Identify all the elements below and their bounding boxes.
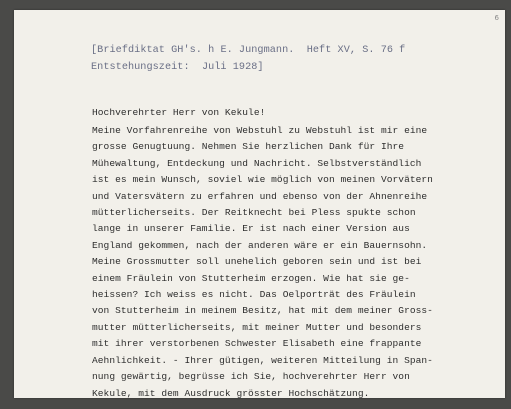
header-line-date: Entstehungszeit: Juli 1928 xyxy=(91,62,258,73)
letter-line: einem Fräulein von Stutterheim erzogen. Wie hat sie ge- xyxy=(92,272,410,284)
header-line-source: Briefdiktat GH's. h E. Jungmann. Heft XV, S. 76 f xyxy=(97,45,406,56)
letter-line: Mühewaltung, Entdeckung und Nachricht. Selbstverständlich xyxy=(92,157,422,169)
letter-line: und Vatersvätern zu erfahren und ebenso von der Ahnenreihe xyxy=(92,190,428,202)
letter-line: Meine Grossmutter soll unehelich geboren sein und ist bei xyxy=(92,256,422,268)
page-number: 6 xyxy=(494,14,499,22)
letter-text xyxy=(92,104,492,402)
letter-line: England gekommen, nach der anderen wäre er ein Bauernsohn. xyxy=(92,239,428,251)
header-close-bracket: ] xyxy=(257,62,264,73)
letter-line: mutter mütterlicherseits, mit meiner Mutter und besonders xyxy=(92,321,422,333)
letter-line: Meine Vorfahrenreihe von Webstuhl zu Webstuhl ist mir eine xyxy=(92,125,428,136)
header-open-bracket: [ xyxy=(91,45,98,56)
letter-line: lange in unserer Familie. Er ist nach einer Version aus xyxy=(92,223,410,235)
salutation: Hochverehrter Herr von Kekule! xyxy=(92,107,266,118)
letter-line: heissen? Ich weiss es nicht. Das Oelporträt des Fräulein xyxy=(92,289,416,301)
letter-line: nung gewärtig, begrüsse ich Sie, hochverehrter Herr von xyxy=(92,371,410,383)
letter-line: mit ihrer verstorbenen Schwester Elisabeth eine frappante xyxy=(92,338,422,350)
letter-line: mütterlicherseits. Der Reitknecht bei Pless spukte schon xyxy=(92,207,416,219)
letter-page xyxy=(14,10,505,398)
letter-line: Aehnlichkeit. - Ihrer gütigen, weiteren Mitteilung in Span- xyxy=(92,354,433,366)
letter-line: Kekule, mit dem Ausdruck grösster Hochschätzung. xyxy=(92,387,370,399)
letter-line: grosse Genugtuung. Nehmen Sie herzlichen Dank für Ihre xyxy=(92,141,405,153)
archive-header xyxy=(91,42,405,76)
letter-line: ist es mein Wunsch, soviel wie möglich von meinen Vorvätern xyxy=(92,174,433,186)
letter-line: von Stutterheim in meinem Besitz, hat mit dem meiner Gross- xyxy=(92,305,433,317)
